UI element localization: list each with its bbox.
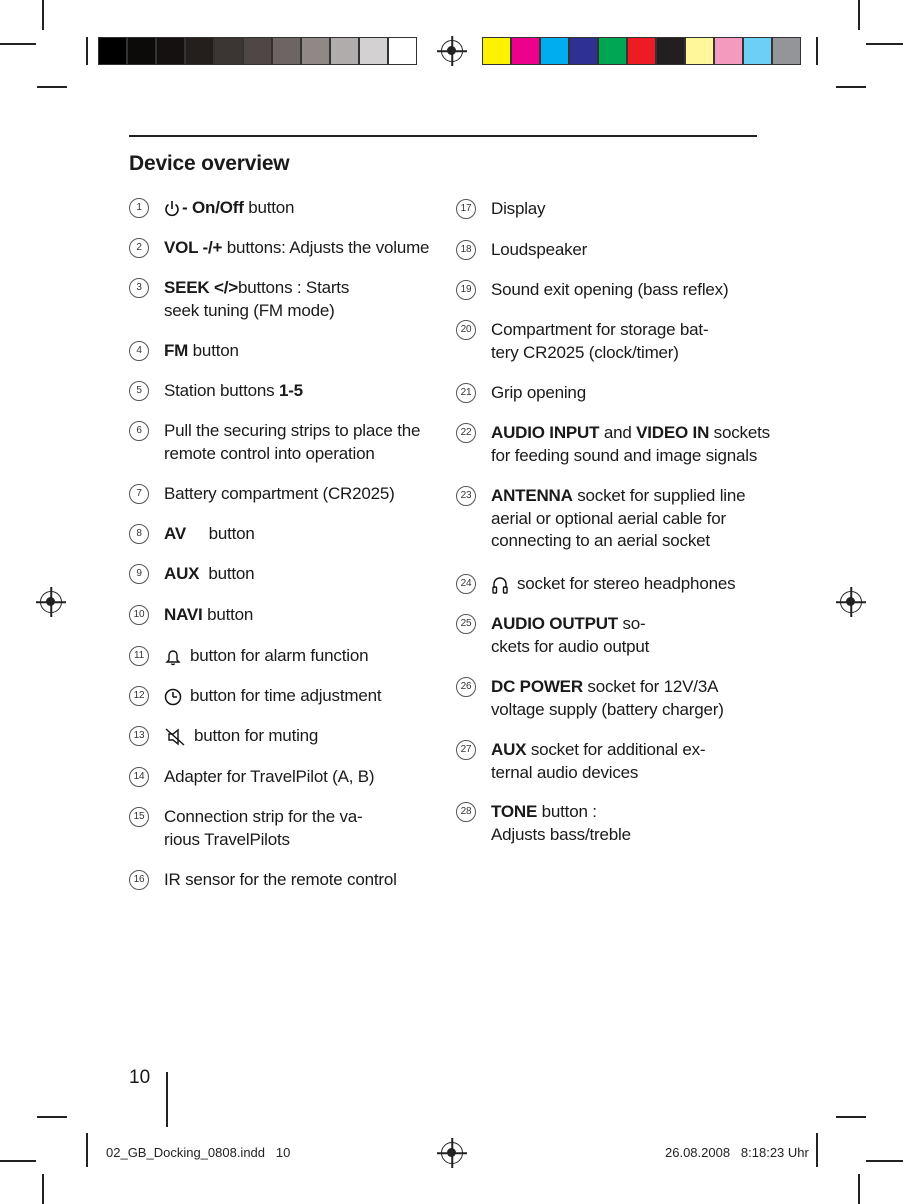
- item-number-badge: 3: [129, 278, 149, 298]
- crop-mark: [816, 1133, 818, 1167]
- page-title: Device overview: [129, 152, 290, 175]
- crop-mark: [866, 1160, 903, 1162]
- item-key-label: DC POWER: [491, 677, 583, 696]
- item-text: [164, 604, 253, 626]
- item-text: [491, 573, 735, 595]
- item-text: [491, 198, 545, 220]
- item-text-continuation: seek tuning (FM mode): [164, 301, 335, 320]
- item-text-plain: Sound exit opening (bass reflex): [491, 280, 729, 299]
- item-number-badge: 17: [456, 199, 476, 219]
- color-swatch: [482, 37, 511, 65]
- item-number-badge: 24: [456, 574, 476, 594]
- color-swatch: [598, 37, 627, 65]
- crop-mark: [86, 37, 88, 65]
- color-swatch: [359, 37, 388, 65]
- clock-icon: [164, 686, 182, 705]
- item-number-badge: 22: [456, 423, 476, 443]
- crop-mark: [816, 37, 818, 65]
- item-number-badge: 15: [129, 807, 149, 827]
- registration-mark-icon: [40, 591, 62, 613]
- power-icon: [164, 198, 180, 217]
- page-number: 10: [129, 1067, 151, 1088]
- item-text: [491, 279, 728, 301]
- item-description: sockets: [709, 423, 770, 442]
- item-text: [491, 485, 745, 507]
- item-description: button: [243, 198, 295, 217]
- item-number-badge: 26: [456, 677, 476, 697]
- item-number-badge: 19: [456, 280, 476, 300]
- crop-mark: [166, 1072, 168, 1127]
- item-key-label: AUDIO INPUT: [491, 423, 600, 442]
- item-text-continuation: Adjusts bass/treble: [491, 825, 631, 844]
- color-swatch: [388, 37, 417, 65]
- item-description: button for time adjustment: [190, 686, 382, 705]
- crop-mark: [866, 43, 903, 45]
- item-description: button for muting: [194, 726, 319, 745]
- item-description: buttons : Starts: [238, 278, 350, 297]
- item-number-badge: 10: [129, 605, 149, 625]
- item-text-plain: Battery compartment (CR2025): [164, 484, 395, 503]
- color-swatch: [330, 37, 359, 65]
- item-text: [164, 806, 363, 828]
- item-key-label: ANTENNA: [491, 486, 573, 505]
- item-text: [164, 563, 254, 585]
- item-description: socket for 12V/3A: [582, 677, 719, 696]
- crop-mark: [42, 1174, 44, 1204]
- item-description: socket for stereo headphones: [517, 574, 736, 593]
- color-swatch: [511, 37, 540, 65]
- item-number-badge: 25: [456, 614, 476, 634]
- item-text: [164, 380, 303, 402]
- color-swatch: [156, 37, 185, 65]
- item-text: [491, 676, 718, 698]
- color-swatch: [185, 37, 214, 65]
- item-key-label: SEEK </>: [164, 278, 238, 297]
- item-text-plain: Display: [491, 199, 546, 218]
- item-number-badge: 21: [456, 383, 476, 403]
- color-swatch: [540, 37, 569, 65]
- item-description: button :: [537, 802, 597, 821]
- item-number-badge: 13: [129, 726, 149, 746]
- crop-mark: [858, 0, 860, 30]
- registration-mark-icon: [441, 1142, 463, 1164]
- registration-mark-icon: [441, 40, 463, 62]
- item-text: [164, 685, 381, 707]
- item-text: [164, 869, 397, 891]
- item-key-label: AUX: [491, 740, 527, 759]
- item-number-badge: 7: [129, 484, 149, 504]
- item-text-plain: Station buttons: [164, 381, 279, 400]
- item-key-label: VIDEO IN: [636, 423, 710, 442]
- registration-mark-icon: [840, 591, 862, 613]
- item-text: [164, 277, 349, 299]
- item-text: [164, 483, 395, 505]
- crop-mark: [0, 43, 36, 45]
- item-text-continuation: voltage supply (battery charger): [491, 700, 724, 719]
- item-text-continuation: rious TravelPilots: [164, 830, 290, 849]
- item-text-plain: Adapter for TravelPilot (A, B): [164, 767, 375, 786]
- item-text: [164, 523, 255, 545]
- bell-icon: [164, 646, 182, 665]
- item-text: [491, 801, 597, 823]
- item-number-badge: 23: [456, 486, 476, 506]
- item-number-badge: 11: [129, 646, 149, 666]
- crop-mark: [37, 86, 67, 88]
- item-text: [491, 319, 708, 341]
- item-number-badge: 16: [129, 870, 149, 890]
- crop-mark: [42, 0, 44, 30]
- item-description: button: [185, 524, 255, 543]
- item-text-continuation: aerial or optional aerial cable for: [491, 509, 726, 528]
- color-swatch: [272, 37, 301, 65]
- item-number-badge: 4: [129, 341, 149, 361]
- item-description: socket for additional ex-: [526, 740, 706, 759]
- color-swatch: [656, 37, 685, 65]
- color-swatch: [714, 37, 743, 65]
- item-number-badge: 27: [456, 740, 476, 760]
- item-text: [164, 340, 239, 362]
- item-text-plain: Compartment for storage bat-: [491, 320, 709, 339]
- item-text-plain: Pull the securing strips to place the: [164, 421, 421, 440]
- color-swatch: [214, 37, 243, 65]
- item-description: button: [202, 605, 254, 624]
- mute-icon: [164, 726, 186, 745]
- item-number-badge: 12: [129, 686, 149, 706]
- item-number-badge: 28: [456, 802, 476, 822]
- item-number-badge: 6: [129, 421, 149, 441]
- item-text-continuation: ternal audio devices: [491, 763, 639, 782]
- item-text: [164, 645, 368, 667]
- item-number-badge: 14: [129, 767, 149, 787]
- item-key-label: AUDIO OUTPUT: [491, 614, 618, 633]
- item-number-badge: 1: [129, 198, 149, 218]
- item-text-continuation: for feeding sound and image signals: [491, 446, 758, 465]
- item-text: [164, 237, 429, 259]
- item-number-badge: 5: [129, 381, 149, 401]
- item-key-label: 1-5: [278, 381, 303, 400]
- item-description: button: [199, 564, 255, 583]
- item-key-label: - On/Off: [182, 198, 244, 217]
- crop-mark: [86, 1133, 88, 1167]
- item-text: [491, 422, 770, 444]
- color-swatch: [627, 37, 656, 65]
- crop-mark: [0, 1160, 36, 1162]
- item-text-continuation: ckets for audio output: [491, 637, 650, 656]
- item-text-plain: IR sensor for the remote control: [164, 870, 397, 889]
- item-text-continuation: tery CR2025 (clock/timer): [491, 343, 679, 362]
- item-description: button for alarm function: [190, 646, 369, 665]
- item-text-plain: Loudspeaker: [491, 240, 588, 259]
- item-number-badge: 8: [129, 524, 149, 544]
- item-description: buttons: Adjusts the volume: [222, 238, 430, 257]
- headphones-icon: [491, 574, 509, 593]
- item-text: [491, 613, 646, 635]
- item-text: [164, 725, 318, 747]
- item-text-plain: Grip opening: [491, 383, 586, 402]
- item-key-label: FM: [164, 341, 189, 360]
- item-number-badge: 9: [129, 564, 149, 584]
- color-swatch: [127, 37, 156, 65]
- item-number-badge: 18: [456, 240, 476, 260]
- color-swatch: [685, 37, 714, 65]
- crop-mark: [858, 1174, 860, 1204]
- item-key-label: TONE: [491, 802, 538, 821]
- color-swatch: [772, 37, 801, 65]
- item-text-continuation: connecting to an aerial socket: [491, 531, 710, 550]
- item-key-label: AUX: [164, 564, 200, 583]
- item-text: [164, 766, 374, 788]
- crop-mark: [836, 86, 866, 88]
- item-number-badge: 2: [129, 238, 149, 258]
- item-description: socket for supplied line: [572, 486, 746, 505]
- item-description: and: [599, 423, 637, 442]
- item-key-label: NAVI: [164, 605, 203, 624]
- color-swatch: [569, 37, 598, 65]
- item-number-badge: 20: [456, 320, 476, 340]
- color-swatch: [301, 37, 330, 65]
- crop-mark: [37, 1116, 67, 1118]
- crop-mark: [836, 1116, 866, 1118]
- item-text: [491, 739, 705, 761]
- item-description: button: [188, 341, 239, 360]
- item-description: so-: [617, 614, 646, 633]
- item-key-label: AV: [164, 524, 186, 543]
- footer-file-name: 02_GB_Docking_0808.indd 10: [106, 1145, 291, 1160]
- color-swatch: [98, 37, 127, 65]
- item-text-continuation: remote control into operation: [164, 444, 375, 463]
- item-key-label: VOL -/+: [164, 238, 223, 257]
- item-text: [491, 239, 587, 261]
- color-swatch: [243, 37, 272, 65]
- item-text: [164, 197, 294, 219]
- color-swatch: [743, 37, 772, 65]
- item-text: [164, 420, 420, 442]
- footer-timestamp: 26.08.2008 8:18:23 Uhr: [665, 1145, 809, 1160]
- item-text: [491, 382, 586, 404]
- item-text-plain: Connection strip for the va-: [164, 807, 363, 826]
- heading-rule: [129, 135, 757, 137]
